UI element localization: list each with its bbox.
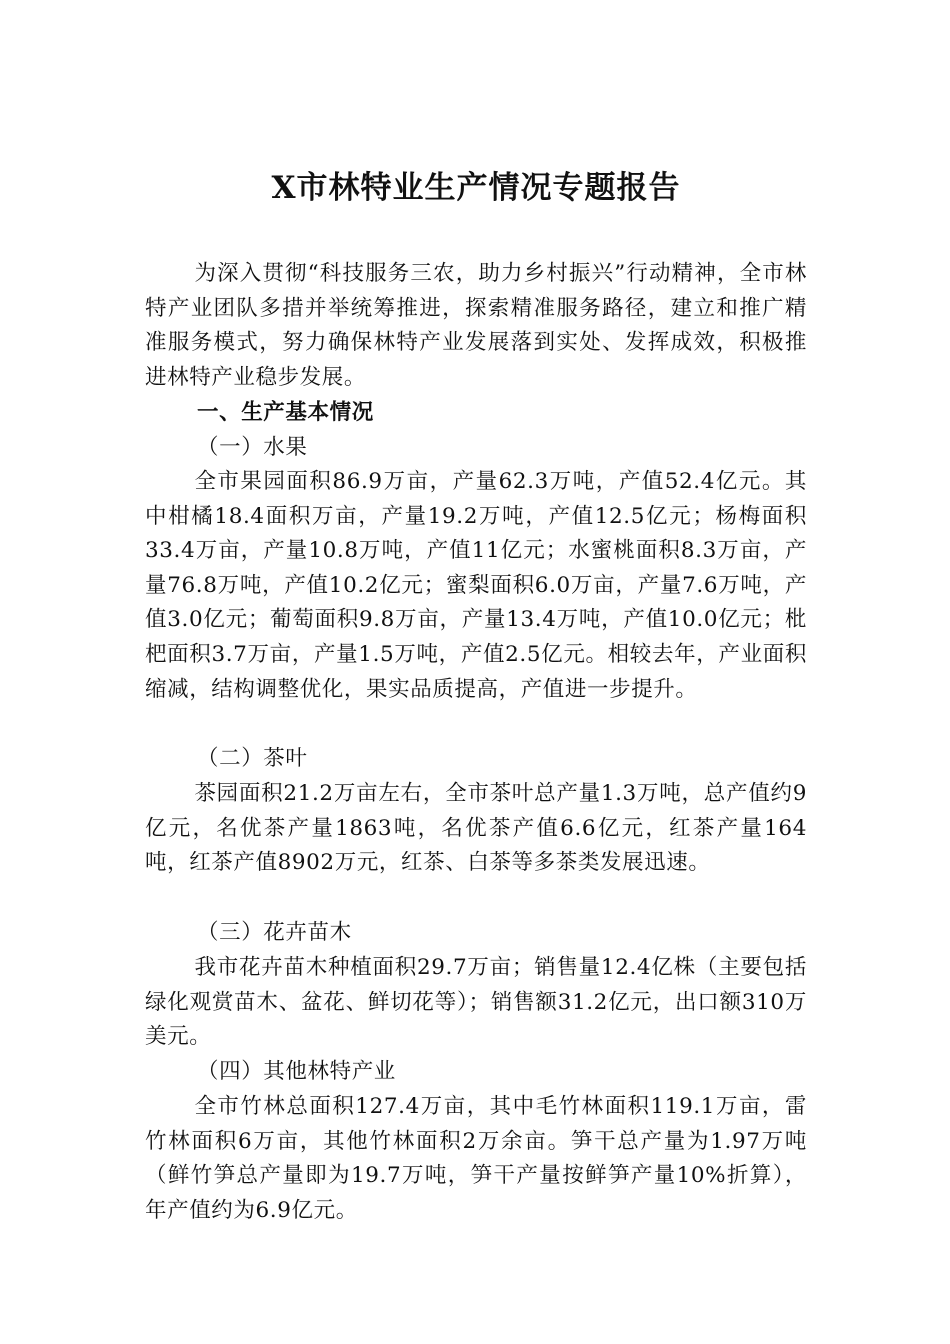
document-title: X市林特业生产情况专题报告	[271, 170, 681, 206]
fruit-paragraph: 全市果园面积86.9万亩，产量62.3万吨，产值52.4亿元。其中柑橘18.4面积万亩，产量19.2万吨，产值12.5亿元；杨梅面积33.4万亩，产量10.8万吨，产值11亿元；水蜜桃面积8.3万亩，产量76.8万吨，产值10.2亿元；蜜梨面积6.0万亩，产量7.6万吨，产值3.0亿元；葡萄面积9.8万亩，产量13.4万吨，产值10.0亿元；枇杷面积3.7万亩，产量1.5万吨，产值2.5亿元。相较去年，产业面积缩减，结构调整优化，果实品质提高，产值进一步提升。	[145, 469, 807, 702]
section-heading-production-overview: 一、生产基本情况	[197, 400, 374, 425]
tea-paragraph: 茶园面积21.2万亩左右，全市茶叶总产量1.3万吨，总产值约9亿元，名优茶产量1863吨，名优茶产值6.6亿元，红茶产量164吨，红茶产值8902万元，红茶、白茶等多茶类发展迅速。	[145, 781, 807, 876]
other-forest-products-paragraph: 全市竹林总面积127.4万亩，其中毛竹林面积119.1万亩，雷竹林面积6万亩，其他竹林面积2万余亩。笋干总产量为1.97万吨（鲜竹笋总产量即为19.7万吨，笋干产量按鲜笋产量10%折算），年产值约为6.9亿元。	[145, 1094, 807, 1223]
subheading-other-forest-products: （四）其他林特产业	[197, 1059, 396, 1084]
subheading-fruit: （一）水果	[197, 435, 308, 460]
subheading-tea: （二）茶叶	[197, 746, 308, 771]
flowers-seedlings-paragraph: 我市花卉苗木种植面积29.7万亩；销售量12.4亿株（主要包括绿化观赏苗木、盆花、鲜切花等）；销售额31.2亿元，出口额310万美元。	[145, 955, 807, 1050]
intro-paragraph: 为深入贯彻“科技服务三农，助力乡村振兴”行动精神，全市林特产业团队多措并举统筹推进，探索精准服务路径，建立和推广精准服务模式，努力确保林特产业发展落到实处、发挥成效，积极推进林特产业稳步发展。	[145, 261, 807, 390]
subheading-flowers-seedlings: （三）花卉苗木	[197, 920, 352, 945]
